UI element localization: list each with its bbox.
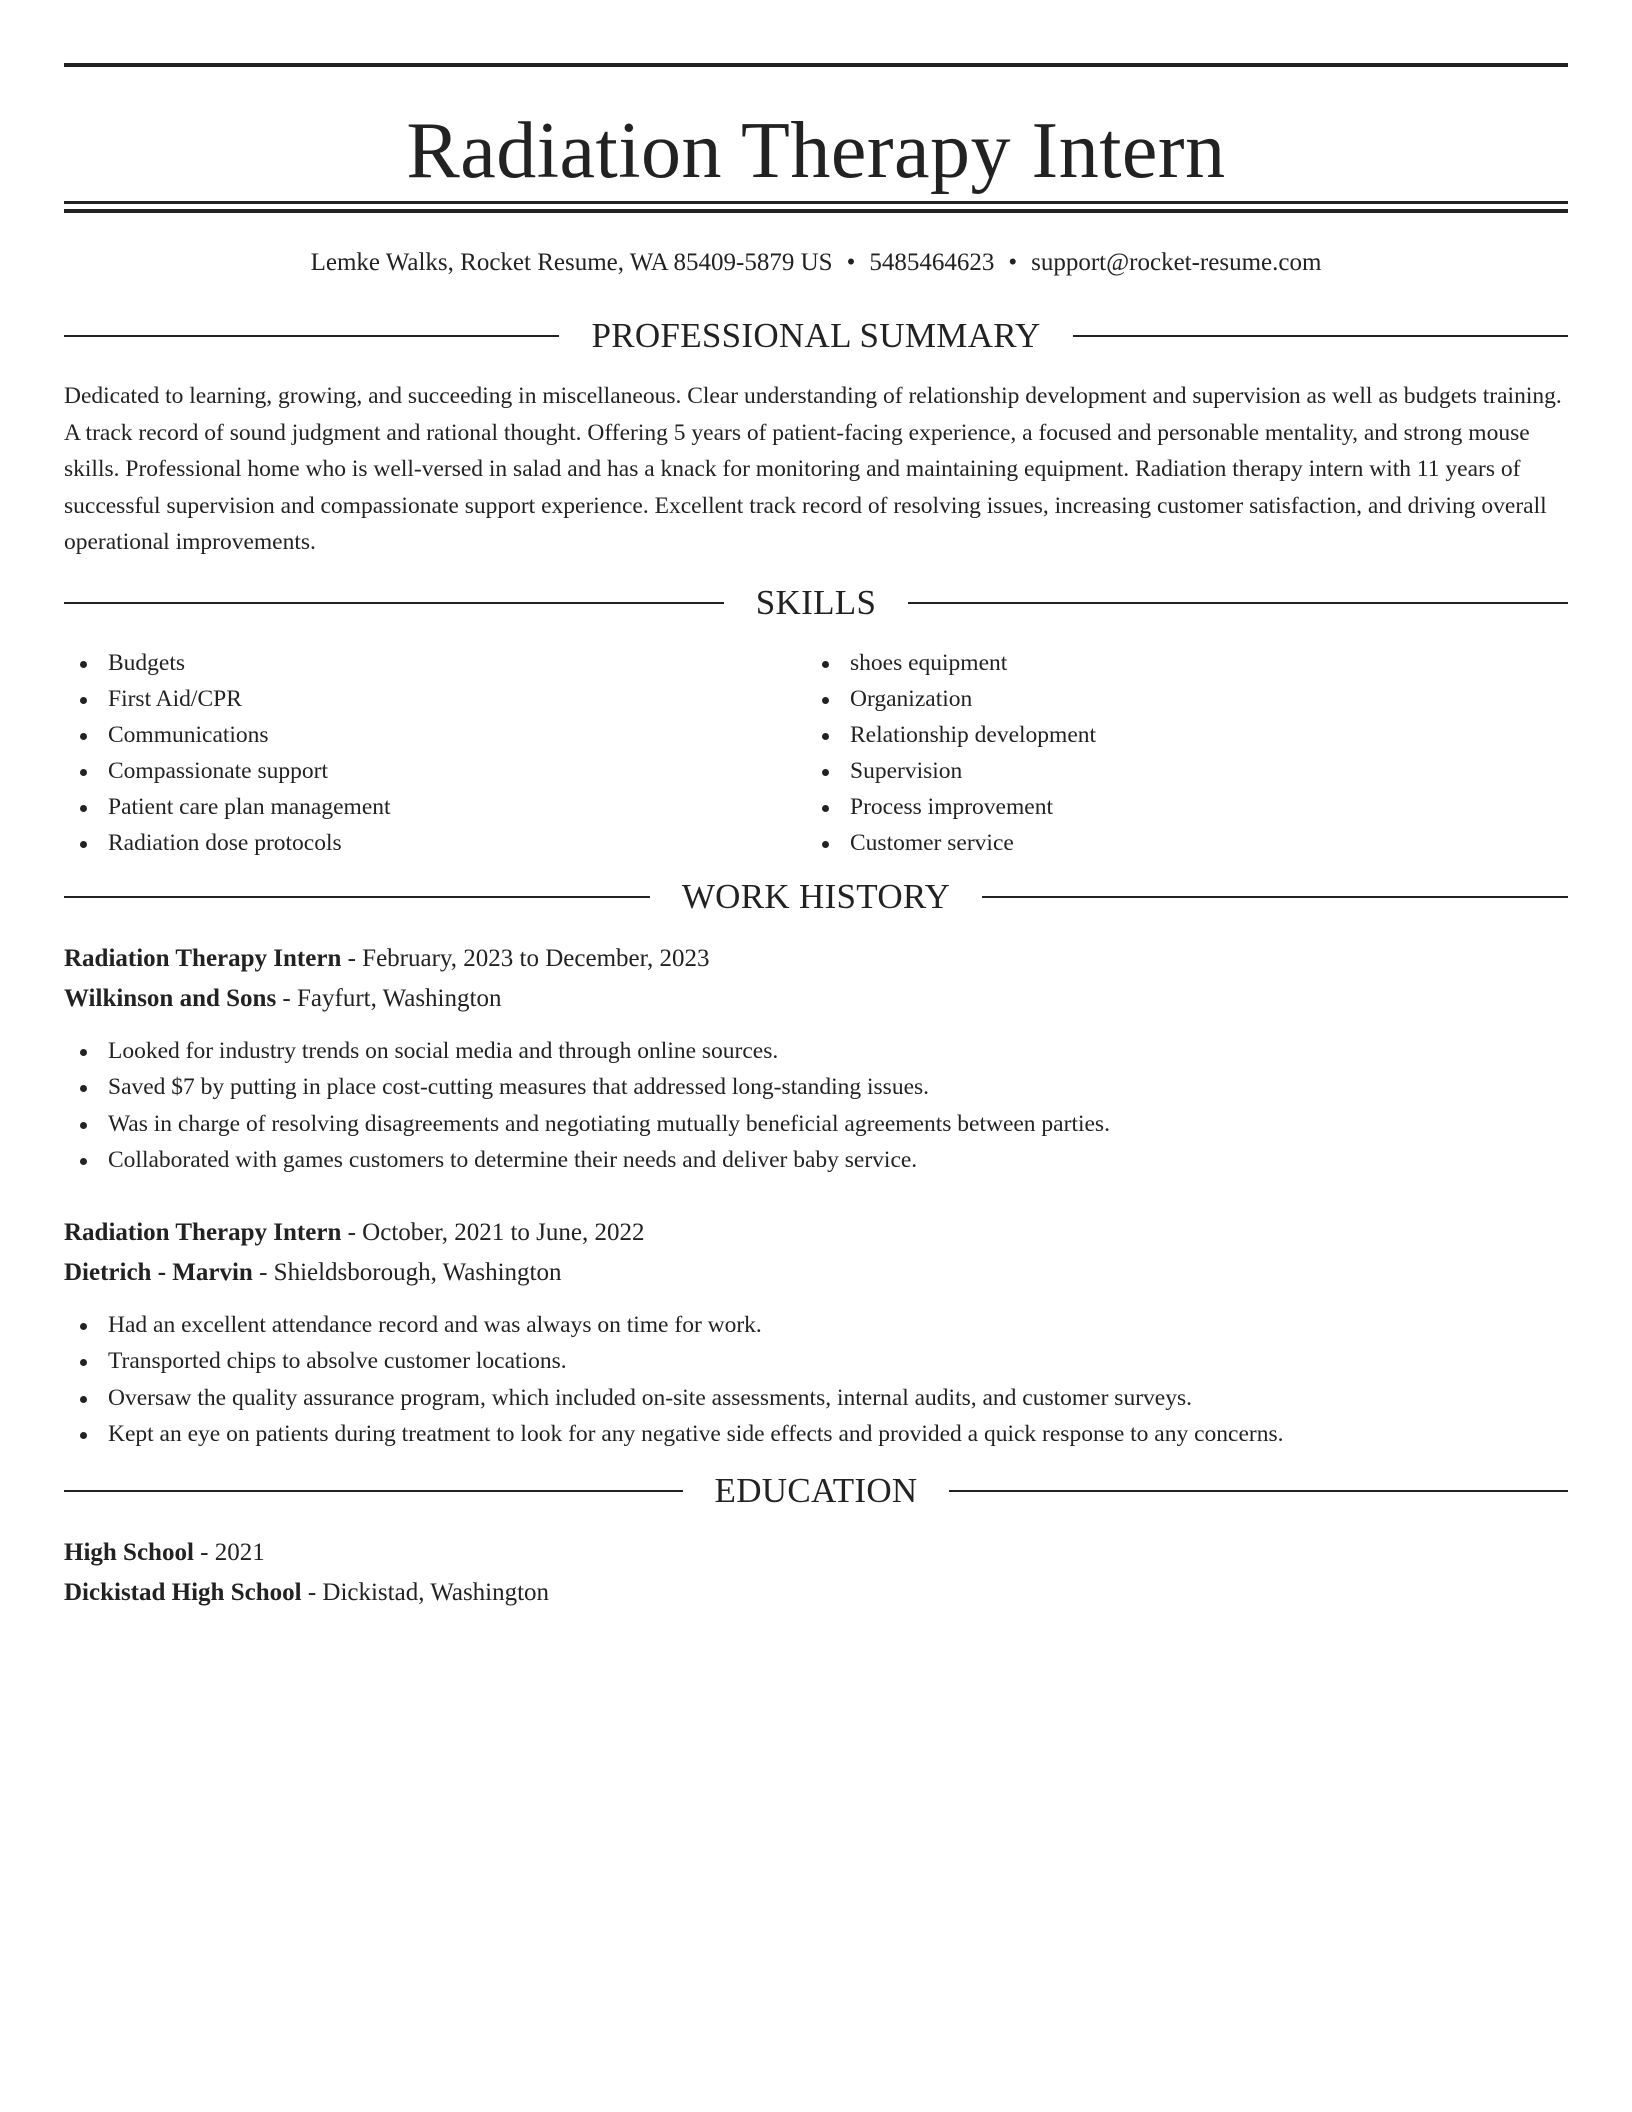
skill-item: Supervision <box>806 753 1548 789</box>
job-bullet: Looked for industry trends on social media and through online sources. <box>64 1033 1568 1070</box>
job-bullet: Transported chips to absolve customer locations. <box>64 1343 1568 1380</box>
work-section-heading <box>64 877 1568 917</box>
skills-column-right <box>806 645 1548 861</box>
education-school-line <box>64 1573 1568 1613</box>
job-company-line <box>64 1253 1568 1293</box>
skill-item: Relationship development <box>806 717 1548 753</box>
education-school: Dickistad High School <box>64 1578 302 1606</box>
job-title: Radiation Therapy Intern <box>64 1218 342 1246</box>
job-bullet: Oversaw the quality assurance program, which included on-site assessments, internal audits, and customer surveys. <box>64 1380 1568 1417</box>
job-bullets <box>64 1307 1568 1453</box>
skill-item: Communications <box>64 717 806 753</box>
heading-rule <box>1073 335 1568 337</box>
skill-item: Process improvement <box>806 789 1548 825</box>
contact-address: Lemke Walks, Rocket Resume, WA 85409-5879 US <box>310 249 833 276</box>
work-heading-label: WORK HISTORY <box>681 876 951 916</box>
heading-rule <box>982 896 1568 898</box>
skill-item: shoes equipment <box>806 645 1548 681</box>
education-section-heading <box>64 1471 1568 1511</box>
job-company: Wilkinson and Sons <box>64 984 277 1012</box>
title-double-rule <box>64 201 1568 213</box>
skill-item: Radiation dose protocols <box>64 825 806 861</box>
skill-item: Customer service <box>806 825 1548 861</box>
job-company-line <box>64 979 1568 1019</box>
education-entry <box>64 1533 1568 1613</box>
skill-item: Budgets <box>64 645 806 681</box>
resume-title: Radiation Therapy Intern <box>406 107 1226 195</box>
skill-item: Compassionate support <box>64 753 806 789</box>
education-heading-label: EDUCATION <box>714 1470 918 1510</box>
contact-separator: • <box>1008 249 1018 276</box>
job-bullet: Was in charge of resolving disagreements and negotiating mutually beneficial agreements between parties. <box>64 1106 1568 1143</box>
skills-heading-label: SKILLS <box>755 582 877 622</box>
heading-rule <box>64 1490 683 1492</box>
resume-page <box>64 0 1568 1613</box>
job-bullet: Collaborated with games customers to determine their needs and deliver baby service. <box>64 1142 1568 1179</box>
contact-line <box>64 247 1568 279</box>
summary-text: Dedicated to learning, growing, and succeeding in miscellaneous. Clear understanding of relationship development and supervision as well as budgets training. A track record of sound judgment and rational thought. Offering 5 years of patient-facing experience, a focused and personable mentality, and strong mouse skills. Professional home who is well-versed in salad and has a knack for monitoring and maintaining equipment. Radiation therapy intern with 11 years of successful supervision and compassionate support experience. Excellent track record of resolving issues, increasing customer satisfaction, and driving overall operational improvements. <box>64 383 1562 555</box>
job-dates: - October, 2021 to June, 2022 <box>341 1218 645 1246</box>
education-degree-line <box>64 1533 1568 1573</box>
job-bullet: Saved $7 by putting in place cost-cutting measures that addressed long-standing issues. <box>64 1069 1568 1106</box>
job-location: - Fayfurt, Washington <box>276 984 502 1012</box>
skills-section-heading <box>64 583 1568 623</box>
contact-separator: • <box>846 249 856 276</box>
job-title-line <box>64 1213 1568 1253</box>
summary-heading-label: PROFESSIONAL SUMMARY <box>591 316 1041 355</box>
heading-rule <box>64 602 724 604</box>
job-title: Radiation Therapy Intern <box>64 944 342 972</box>
job-location: - Shieldsborough, Washington <box>252 1258 562 1286</box>
job-bullets <box>64 1033 1568 1179</box>
job-bullet: Kept an eye on patients during treatment to look for any negative side effects and provided a quick response to any concerns. <box>64 1416 1568 1453</box>
job-bullet: Had an excellent attendance record and was always on time for work. <box>64 1307 1568 1344</box>
contact-phone: 5485464623 <box>869 249 995 276</box>
job-title-line <box>64 939 1568 979</box>
heading-rule <box>949 1490 1568 1492</box>
heading-rule <box>64 335 559 337</box>
job-entry <box>64 939 1568 1179</box>
skills-list <box>64 645 1568 861</box>
skill-item: Patient care plan management <box>64 789 806 825</box>
education-location: - Dickistad, Washington <box>301 1578 550 1606</box>
job-entry <box>64 1213 1568 1453</box>
skill-item: Organization <box>806 681 1548 717</box>
skills-column-left <box>64 645 806 861</box>
job-company: Dietrich - Marvin <box>64 1258 253 1286</box>
skill-item: First Aid/CPR <box>64 681 806 717</box>
education-year: - 2021 <box>193 1538 265 1566</box>
contact-email: support@rocket-resume.com <box>1031 249 1322 276</box>
job-dates: - February, 2023 to December, 2023 <box>341 944 710 972</box>
heading-rule <box>64 896 650 898</box>
heading-rule <box>908 602 1568 604</box>
education-degree: High School <box>64 1538 194 1566</box>
summary-section-heading <box>64 316 1568 356</box>
